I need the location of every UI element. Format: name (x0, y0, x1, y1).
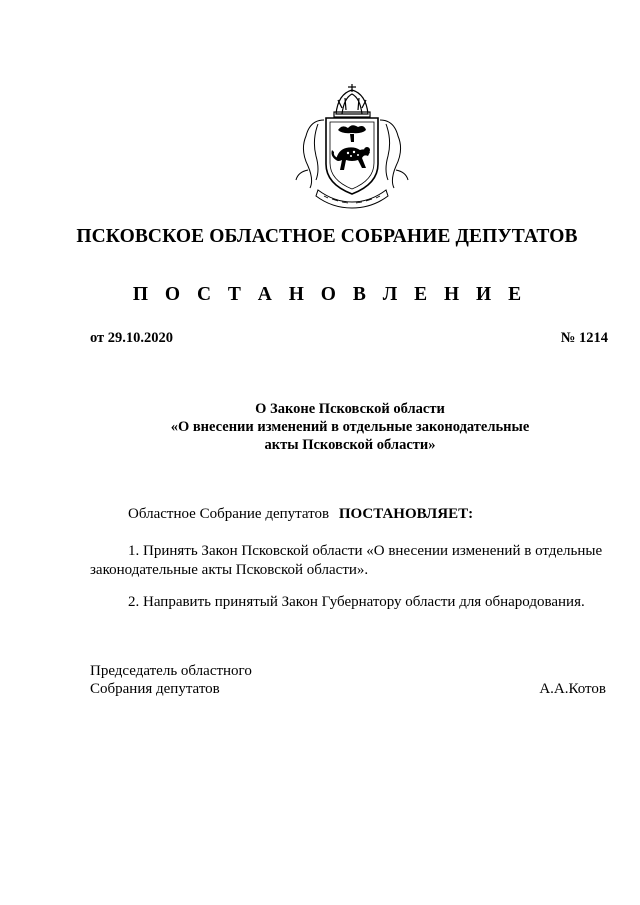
organization-title: ПСКОВСКОЕ ОБЛАСТНОЕ СОБРАНИЕ ДЕПУТАТОВ (76, 226, 578, 247)
pskov-coat-of-arms-icon (288, 80, 416, 212)
resolution-item-2: 2. Направить принятый Закон Губернатору области для обнародования. (128, 594, 585, 610)
resolves-statement (128, 506, 473, 523)
signer-position (90, 662, 252, 698)
resolves-word: ПОСТАНОВЛЯЕТ: (338, 506, 474, 522)
signer-name: А.А.Котов (539, 681, 606, 697)
resolves-prefix: Областное Собрание депутатов (128, 506, 330, 522)
subject-line: «О внесении изменений в отдельные законодательные (170, 419, 530, 435)
document-number: № 1214 (560, 330, 608, 346)
document-date: от 29.10.2020 (90, 330, 174, 346)
subject-line: О Законе Псковской области (255, 401, 445, 417)
signer-position-line: Председатель областного (90, 663, 252, 679)
resolution-item-1 (90, 542, 612, 580)
document-type-title: П О С Т А Н О В Л Е Н И Е (132, 284, 528, 305)
signer-position-line: Собрания депутатов (90, 681, 220, 697)
subject-line: акты Псковской области» (264, 437, 436, 453)
item-text-line: 1. Принять Закон Псковской области «О внесении изменений в отдельные (128, 543, 603, 559)
document-subject (0, 400, 640, 454)
item-text-line: законодательные акты Псковской области». (90, 562, 369, 578)
